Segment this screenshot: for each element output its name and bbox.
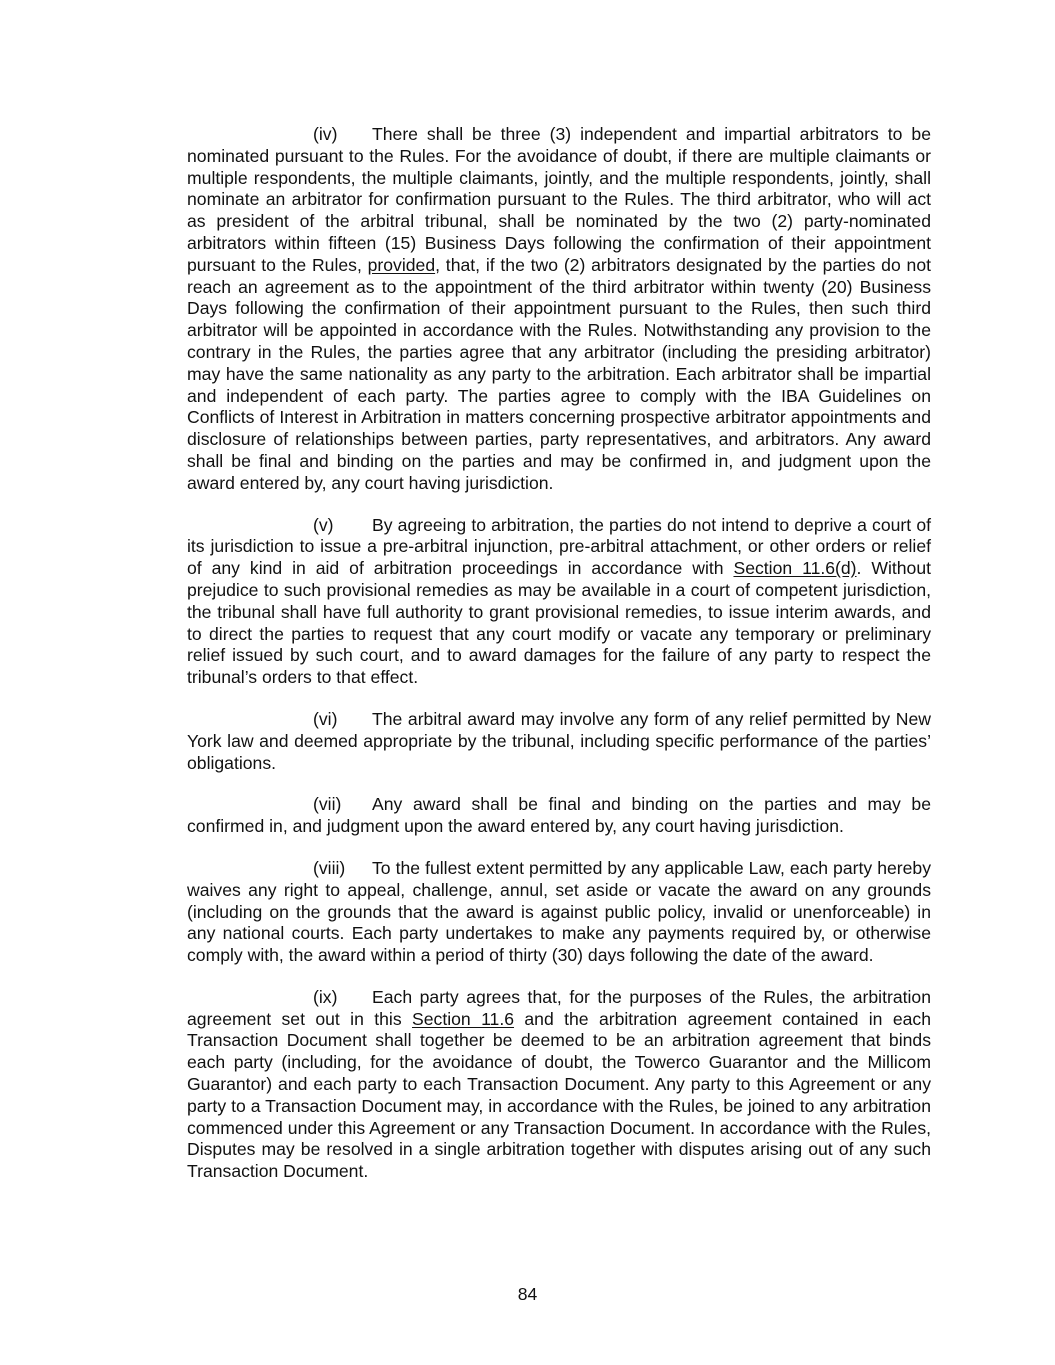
paragraph-text-continued: , that, if the two (2) arbitrators designated by the parties do not reach an agreement as to the appointment of the third arbitrator within twenty (20) Business Days following the confirmation of their appointment pursuant to the Rules, then such third arbitrator will be appointed in accordance with the Rules. Notwithstanding any provision to the contrary in the Rules, the parties agree that any arbitrator (including the presiding arbitrator) may have the same nationality as any party to the arbitration. Each arbitrator shall be impartial and independent of each party. The parties agree to comply with the IBA Guidelines on Conflicts of Interest in Arbitration in matters concerning prospective arbitrator appointments and disclosure of relationships between parties, party representatives, and arbitrators. Any award shall be final and binding on the parties and may be confirmed in, and judgment upon the award entered by, any court having jurisdiction. bbox=[187, 254, 931, 493]
paragraph-text-continued: and the arbitration agreement contained in each Transaction Document shall together be deemed to be an arbitration agreement that binds each party (including, for the avoidance of doubt, the Towerco Guarantor and the Millicom Guarantor) and each party to each Transaction Document. Any party to this Agreement or any party to a Transaction Document may, in accordance with the Rules, be joined to any arbitration commenced under this Agreement or any Transaction Document. In accordance with the Rules, Disputes may be resolved in a single arbitration together with disputes arising out of any such Transaction Document. bbox=[187, 1008, 931, 1182]
paragraph-viii bbox=[187, 858, 931, 967]
paragraph-text: By agreeing to arbitration, the parties do not intend to deprive a court of its jurisdiction to issue a pre-arbitral injunction, pre-arbitral attachment, or other orders or relief of any kind in aid of arbitration proceedings in accordance with bbox=[187, 514, 931, 579]
paragraph-number: (iv) bbox=[313, 124, 338, 144]
paragraph-number: (ix) bbox=[313, 986, 338, 1007]
paragraph-text: Each party agrees that, for the purposes of the Rules, the arbitration agreement set out in this bbox=[187, 986, 931, 1029]
paragraph-number: (vii) bbox=[313, 794, 342, 815]
paragraph-number: (vi) bbox=[313, 708, 338, 729]
paragraph-text: There shall be three (3) independent and impartial arbitrators to be nominated pursuant to the Rules. For the avoidance of doubt, if there are multiple claimants or multiple respondents, the multiple claimants, jointly, and the multiple respondents, jointly, shall nominate an arbitrator for confirmation pursuant to the Rules. The third arbitrator, who will act as president of the arbitral tribunal, shall be nominated by the two (2) party-nominated arbitrators within fifteen (15) Business Days following the confirmation of their appointment pursuant to the Rules, bbox=[187, 124, 931, 275]
section-reference: Section 11.6(d) bbox=[733, 558, 857, 579]
paragraph-iv bbox=[187, 124, 931, 495]
provided-term: provided bbox=[367, 254, 436, 275]
paragraph-ix bbox=[187, 987, 931, 1183]
section-reference: Section 11.6 bbox=[412, 1008, 515, 1029]
paragraph-text-continued: . Without prejudice to such provisional remedies as may be available in a court of competent jurisdiction, the tribunal shall have full authority to grant provisional remedies, to issue interim awards, and to direct the parties to request that any court modify or vacate any temporary or preliminary relief issued by such court, and to award damages for the failure of any party to respect the tribunal’s orders to that effect. bbox=[187, 558, 931, 688]
document-body bbox=[187, 124, 931, 1203]
paragraph-text: The arbitral award may involve any form of any relief permitted by New York law and deemed appropriate by the tribunal, including specific performance of the parties’ obligations. bbox=[187, 708, 931, 773]
paragraph-number: (viii) bbox=[313, 857, 346, 878]
page-number: 84 bbox=[517, 1284, 538, 1304]
paragraph-text: To the fullest extent permitted by any applicable Law, each party hereby waives any right to appeal, challenge, annul, set aside or vacate the award on any grounds (including on the grounds that the award is against public policy, invalid or unenforceable) in any national courts. Each party undertakes to make any payments required by, or otherwise comply with, the award within a period of thirty (30) days following the date of the award. bbox=[187, 857, 931, 966]
paragraph-text: Any award shall be final and binding on the parties and may be confirmed in, and judgment upon the award entered by, any court having jurisdiction. bbox=[187, 794, 931, 837]
paragraph-v bbox=[187, 515, 931, 689]
paragraph-vi bbox=[187, 709, 931, 774]
paragraph-vii bbox=[187, 794, 931, 838]
paragraph-number: (v) bbox=[313, 514, 334, 535]
